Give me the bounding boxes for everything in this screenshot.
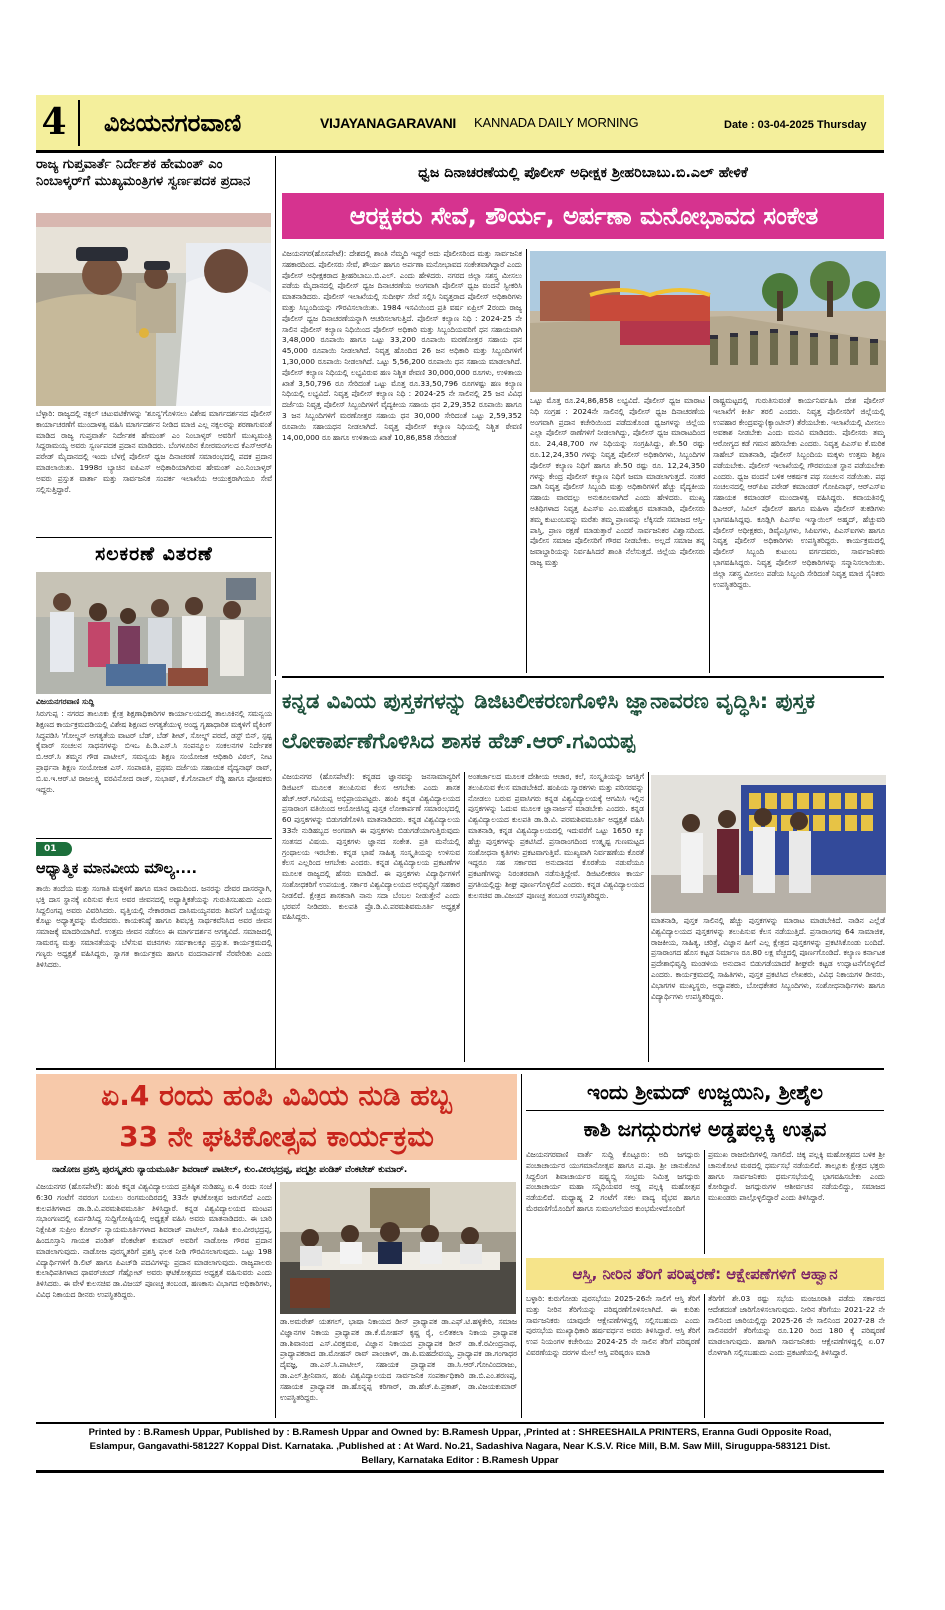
- page-number-divider: [78, 100, 80, 146]
- parade-illustration: [530, 251, 886, 392]
- column-rule: [648, 772, 649, 1062]
- headline-rule: [526, 1110, 884, 1111]
- body-tax-col1: ಬಳ್ಳಾರಿ: ಕುರುಗೋಡು ಪುರಸಭೆಯು 2025-26ನೇ ಸಾಲಿಗೆ ಆಸ್ತಿ ತೆರಿಗೆ ಮತ್ತು ನೀರಿನ ತೆರಿಗೆಯನ್ನು ಪರಿಷ್ಕರಣೆಗೊಳಿಸಲಾಗಿದೆ. ಈ ಕುರಿತು ಸಾರ್ವಜನಿಕರು ಯಾವುದೇ ಆಕ್ಷೇಪಣೆಗಳಿದ್ದಲ್ಲಿ ಸಲ್ಲಿಸಬಹುದು ಎಂದು ಪುರಸಭೆಯ ಮುಖ್ಯಾಧಿಕಾರಿ ಹರ್ಷವರ್ಧನ ಅವರು ತಿಳಿಸಿದ್ದಾರೆ. ಆಸ್ತಿ ತೆರಿಗೆ ಉಪ ನಿಯಂಗಳ ಕಚೇರಿಯು 2024-25 ನೇ ಸಾಲಿನ ತೆರಿಗೆ ಪರಿಷ್ಕರಣೆ ವಿವರಣೆಯನ್ನು ದರಗಳ ಮೇಲೆ ಆಸ್ತಿ ಪರಿಷ್ಕರಣ ಮಾಡಿ: [526, 1294, 700, 1357]
- body-police-col3: ರಾಷ್ಟ್ರಮಟ್ಟದಲ್ಲಿ ಗುರುತಿಸುವಂತೆ ಕಾರ್ಯನಿರ್ವಹಿಸಿ ದೇಶ ಪೊಲೀಸ್ ಇಲಾಖೆಗೆ ಕೀರ್ತಿ ತರಲಿ ಎಂದರು. ನಿವೃತ್ತ ಪೊಲೀಸರಿಗೆ ಜಿಲ್ಲೆಯಲ್ಲಿ ಉಪಹಾರ ಕೇಂದ್ರವನ್ನು(ಕ್ಯಾಂಟೀನ್) ತೆರೆಯಬೇಕು. ಇಲಾಖೆಯಲ್ಲಿ ಮೀಸಲು ಅವಕಾಶ ನೀಡಬೇಕು ಎಂದು ಮನವಿ ಮಾಡಿದರು. ಪೊಲೀಸರು ತಮ್ಮ ಆರೋಗ್ಯದ ಕಡೆ ಗಮನ ಹರಿಸಬೇಕು ಎಂದರು. ನಿವೃತ್ತ ಪಿಎಸ್‌ಐ ಕೆ.ಮರಿಕ ಸಾಹೇಬ್ ಮಾತನಾಡಿ, ಪೊಲೀಸ್ ಸಿಬ್ಬಂದಿಯ ಮಕ್ಕಳು ಉತ್ತಮ ಶಿಕ್ಷಣ ಪಡೆಯಬೇಕು. ಪೊಲೀಸ್ ಇಲಾಖೆಯಲ್ಲಿ ಗೌರವಯುತ ಸ್ಥಾನ ಪಡೆಯಬೇಕು ಎಂದರು. ಧ್ವಜ ವಂದನೆ ಬಳಿಕ ಆಕರ್ಷಕ ಪಥ ಸಂಚಲನ ನಡೆಯಿತು. ಪಥ ಸಂಚಲನದಲ್ಲಿ ಆರ್‌ಪಿಐ ಪರೇಡ್ ಕಮಾಂಡರ್ ಗೋಪಿನಾಥ್, ಆರ್‌ಎಸ್‌ಐ ಸಹಾಯಕ ಕಮಾಂಡರ್ ಮುಂದಾಳತ್ವ ವಹಿಸಿದ್ದರು. ಕವಾಯತಿನಲ್ಲಿ ಡಿಎಆರ್, ಸಿವಿಲ್ ಪೊಲೀಸ್ ಹಾಗೂ ಮಹಿಳಾ ಪೊಲೀಸ್ ತುಕಡಿಗಳು ಭಾಗವಹಿಸಿದ್ದವು. ಕೂಡ್ಲಿಗಿ ಪಿಎಸ್‌ಐ ಇಸ್ಮಾಯಿಲ್ ಅಹ್ಮದ್, ಹೆಚ್ಚುವರಿ ಪೊಲೀಸ್ ಅಧೀಕ್ಷಕರು, ಡಿವೈಎಸ್ಪಿಗಳು, ಸಿಪಿಐಗಳು, ಪಿಎಸ್‌ಐಗಳು ಹಾಗೂ ನಿವೃತ್ತ ಪೊಲೀಸ್ ಅಧಿಕಾರಿಗಳು ಉಪಸ್ಥಿತರಿದ್ದರು. ಕಾರ್ಯಕ್ರಮದಲ್ಲಿ ಪೊಲೀಸ್ ಸಿಬ್ಬಂದಿ ಕುಟುಂಬ ವರ್ಗದವರು, ಸಾರ್ವಜನಿಕರು ಭಾಗವಹಿಸಿದ್ದರು. ನಿವೃತ್ತ ಪೊಲೀಸ್ ಅಧಿಕಾರಿಗಳನ್ನು ಸನ್ಮಾನಿಸಲಾಯಿತು. ಜಿಲ್ಲಾ ಸಶಸ್ತ್ರ ಮೀಸಲು ಪಡೆಯ ಸಿಬ್ಬಂದಿ ಸೇರಿದಂತೆ ನಿವೃತ್ತ ಮಾಜಿ ಸೈನಿಕರು ಉಪಸ್ಥಿತರಿದ್ದರು.: [713, 396, 885, 589]
- imprint-line-2: Eslampur, Gangavathi-581227 Koppal Dist. Karnataka. ,Published at : At Ward. No.21, Sadashiva Nagara, Near K.S.V. Rice Mill, B.M. Saw Mill, Siruguppa-583121 Dist.: [89, 1441, 831, 1452]
- imprint-line-3: Bellary, Karnataka Editor : B.Ramesh Uppar: [361, 1455, 559, 1466]
- column-rule: [521, 1074, 522, 1418]
- kicker-police: ಧ್ವಜ ದಿನಾಚರಣೆಯಲ್ಲಿ ಪೊಲೀಸ್ ಅಧೀಕ್ಷಕ ಶ್ರೀಹರಿಬಾಬು.ಬಿ.ಎಲ್ ಹೇಳಿಕೆ: [418, 165, 748, 181]
- issue-date: Date : 03-04-2025 Thursday: [724, 119, 867, 131]
- headline-tax: ಆಸ್ತಿ, ನೀರಿನ ತೆರಿಗೆ ಪರಿಷ್ಕರಣೆ: ಆಕ್ಷೇಪಣೆಗಳಿಗೆ ಆಹ್ವಾನ: [572, 1265, 838, 1283]
- masthead-tagline: KANNADA DAILY MORNING: [474, 115, 639, 130]
- photo-press-meet: [280, 1182, 516, 1314]
- body-equipment: ಸಿರುಗುಪ್ಪ : ನಗರದ ತಾಲೂಕು ಕ್ಷೇತ್ರ ಶಿಕ್ಷಣಾಧಿಕಾರಿಗಳ ಕಾರ್ಯಾಲಯದಲ್ಲಿ ತಾಲೂಕಿನಲ್ಲಿ ಸಮನ್ವಯ ಶಿಕ್ಷಣದ ಕಾರ್ಯಕ್ರಮದಡಿಯಲ್ಲಿ ವಿಶೇಷ ಶಿಕ್ಷಣದ ಅಗತ್ಯತೆಯುಳ್ಳ ಅಂಧ್ಯ ಗೃಹಾಧಾರಿತ ಮಕ್ಕಳಿಗೆ ವೈಕಿಂಗ್ ಸಿದ್ಧಪಡಿಸಿ 'ಗೋಲ್ಡನ್ ಅಗತ್ಯತೆಯ ವಾಟರ್ ಬೆಡ್, ಬೆಡ್ ಶೀಟ್, ಸೋಲ್ಡ್ ಪರದೆ, ಡಸ್ಟ್ ಬಿನ್, ಸ್ಪಷ್ಟ ಕೈವಾರ್ ಸಂಚಲನ ಸಾಧನಗಳನ್ನು ಬಿಇಒ ಪಿ.ಡಿ.ಎಸ್.ಸಿ ಸಂಪನ್ಮೂಲ ಸಂಕಲನಗಳ ನಿರ್ದೇಶಕ ಬಿ.ಆರ್.ಸಿ ತಮ್ಮನ ಗೌಡ ಪಾಟೀಲ್, ಸಮನ್ವಯ ಶಿಕ್ಷಣ ಸಂಯೋಜಕ ಆಧಿಕಾರಿ ವಿಠಲ್, ನೀಟ ಪ್ರಾರ್ಥನಾ ಶಿಕ್ಷಣ ಸಂಯೋಜಕ ಎಸ್. ಸಂಪಾವತಿ, ಪ್ರಥಮ ದರ್ಜೆಯ ಸಹಾಯಕ ವೈದ್ಯನಾಥ್ ರಾವ್, ಬಿ.ಐ.ಇ.ಆರ್.ಟಿ ರಾಜಲಕ್ಷ್ಮಿ ವರವಿನೋದ ರಾಜ್, ಸುಭಾಷ್, ಕೆ.ಗೋಪಾಲ್ ರೆಡ್ಡಿ ಹಾಗೂ ಪೋಷಕರು ಇದ್ದರು.: [36, 709, 272, 794]
- body-library-col3: ಮಾತನಾಡಿ, ಪುಸ್ತಕ ಸಾಲಿನಲ್ಲಿ ಹೆಚ್ಚು ಪುಸ್ತಕಗಳನ್ನು ಮಾರಾಟ ಮಾಡಬೇಕಿದೆ. ನಾಡಿನ ಎಲ್ಲೆಡೆ ವಿಶ್ವವಿದ್ಯಾಲಯದ ಪುಸ್ತಕಗಳನ್ನು ತಲುಪಿಸುವ ಕೆಲಸ ನಡೆಯುತ್ತಿದೆ. ಪ್ರಸಾರಾಂಗವು 64 ಸಾಮಾಜಿಕ, ರಾಜಕೀಯ, ಸಾಹಿತ್ಯ, ಚರಿತ್ರೆ, ವಿಜ್ಞಾನ ಹೀಗೆ ಎಲ್ಲ ಕ್ಷೇತ್ರದ ಪುಸ್ತಕಗಳನ್ನು ಪ್ರಕಟಿಸಿಕೊಂಡು ಬಂದಿದೆ. ಪ್ರಸಾರಾಂಗದ ಹೊಸ ಕಟ್ಟಡ ನಿರ್ಮಾಣ ರೂ.80 ಲಕ್ಷ ವೆಚ್ಚದಲ್ಲಿ ಪೂರ್ಣಗೊಂಡಿದೆ. ಕಲ್ಯಾಣ ಕರ್ನಾಟಕ ಪ್ರದೇಶಾಭಿವೃದ್ಧಿ ಮಂಡಳಿಯ ಅನುದಾನ ಬಿಡುಗಡೆಯಾದರೆ ಶೀಘ್ರವೇ ಕಟ್ಟಡ ಉದ್ಘಾಟನೆಗೊಳ್ಳಲಿದೆ ಎಂದರು. ಕಾರ್ಯಕ್ರಮದಲ್ಲಿ ಸಾಹಿತಿಗಳು, ಪುಸ್ತಕ ಪ್ರಕಟಿಸಿದ ಲೇಖಕರು, ವಿವಿಧ ನಿಕಾಯಗಳ ಡೀನರು, ವಿಭಾಗಗಳ ಮುಖ್ಯಸ್ಥರು, ಅಧ್ಯಾಪಕರು, ಬೋಧಕೇತರ ಸಿಬ್ಬಂದಿಗಳು, ಸಂಶೋಧನಾರ್ಥಿಗಳು ಹಾಗೂ ವಿದ್ಯಾರ್ಥಿಗಳು ಉಪಸ್ಥಿತರಿದ್ದರು.: [651, 916, 885, 1001]
- body-library-col2: ಅಂತರ್ಜಾಲದ ಮೂಲಕ ದೇಶೀಯ ಆಚಾರ, ಕಲೆ, ಸಂಸ್ಕೃತಿಯನ್ನು ಜಗತ್ತಿಗೆ ತಲುಪಿಸುವ ಕೆಲಸ ಮಾಡಬೇಕಿದೆ. ಹಂಪಿಯ ಸ್ಮಾರಕಗಳು ಮತ್ತು ಪರಿಸರವನ್ನು ನೋಡಲು ಬರುವ ಪ್ರವಾಸಿಗರು ಕನ್ನಡ ವಿಶ್ವವಿದ್ಯಾಲಯಕ್ಕೆ ಆಗಮಿಸಿ ಇಲ್ಲಿನ ಪುಸ್ತಕಗಳನ್ನು ಓದುವ ಮೂಲಕ ಜ್ಞಾನಾರ್ಜನೆ ಮಾಡಬೇಕು ಎಂದರು. ಕನ್ನಡ ವಿಶ್ವವಿದ್ಯಾಲಯದ ಕುಲಪತಿ ಡಾ.ಡಿ.ವಿ. ಪರಮಶಿವಮೂರ್ತಿ ಅಧ್ಯಕ್ಷತೆ ವಹಿಸಿ ಮಾತನಾಡಿ, ಕನ್ನಡ ವಿಶ್ವವಿದ್ಯಾಲಯದಲ್ಲಿ ಇದುವರೆಗೆ ಒಟ್ಟು 1650 ಕ್ಕೂ ಹೆಚ್ಚು ಪುಸ್ತಕಗಳನ್ನು ಪ್ರಕಟಿಸಿದೆ. ಪ್ರಸಾರಾಂಗದಿಂದ ಉತ್ಕೃಷ್ಟ ಗುಣಮಟ್ಟದ ಸಂಶೋಧನಾ ಕೃತಿಗಳು ಪ್ರಕಟವಾಗುತ್ತಿವೆ. ಮುಖ್ಯವಾಗಿ ನಿರ್ವಹಣೆಯ ಕೊರತೆ ಇದ್ದರೂ ಸಹ ಸರ್ಕಾರದ ಅನುದಾನದ ಕೊರತೆಯ ನಡುವೆಯೂ ಪ್ರಕಟಣೆಗಳನ್ನು ನಿರಂತರವಾಗಿ ನಡೆಸುತ್ತಿದ್ದೇವೆ. ಡಿಜಿಟಲೀಕರಣ ಕಾರ್ಯ ಪ್ರಗತಿಯಲ್ಲಿದ್ದು ಶೀಘ್ರ ಪೂರ್ಣಗೊಳ್ಳಲಿದೆ ಎಂದರು. ಕನ್ನಡ ವಿಶ್ವವಿದ್ಯಾಲಯದ ಕುಲಸಚಿವ ಡಾ.ವಿಜಯ್ ಪೂಣಚ್ಚ ತಂಬಂಡ ಉಪಸ್ಥಿತರಿದ್ದರು.: [468, 772, 644, 900]
- footer-rule: [36, 1422, 884, 1424]
- headline-pallaki-line1: ಇಂದು ಶ್ರೀಮದ್ ಉಜ್ಜಯಿನಿ, ಶ್ರೀಶೈಲ: [587, 1080, 823, 1104]
- body-police-col1: ವಿಜಯನಗರ(ಹೊಸಪೇಟೆ): ದೇಶದಲ್ಲಿ ಶಾಂತಿ ನೆಮ್ಮದಿ ಇದ್ದರೆ ಅದು ಪೊಲೀಸರಿಂದ ಮತ್ತು ಸಾರ್ವಜನಿಕ ಸಹಕಾರದಿಂದ. ಪೊಲೀಸರು ಸೇವೆ, ಶೌರ್ಯ ಹಾಗೂ ಅರ್ಪಣಾ ಮನೋಭಾವದ ಸಂಕೇತವಾಗಿದ್ದಾರೆ ಎಂದು ಪೊಲೀಸ್ ಅಧೀಕ್ಷಕರಾದ ಶ್ರೀಹರಿಬಾಬು.ಬಿ.ಎಲ್. ಎಂದು ಹೇಳಿದರು. ನಗರದ ಜಿಲ್ಲಾ ಸಶಸ್ತ್ರ ಮೀಸಲು ಪಡೆಯ ಮೈದಾನದಲ್ಲಿ ಪೊಲೀಸ್ ಧ್ವಜ ದಿನಾಚರಣೆಯ ಅಂಗವಾಗಿ ಪೊಲೀಸ್ ಧ್ವಜ ವಂದನೆ ಸ್ವೀಕರಿಸಿ ಮಾತನಾಡಿದರು. ಪೊಲೀಸ್ ಇಲಾಖೆಯಲ್ಲಿ ಸುದೀರ್ಘ ಸೇವೆ ಸಲ್ಲಿಸಿ ನಿವೃತ್ತರಾದ ಪೊಲೀಸ್ ಅಧಿಕಾರಿಗಳು ಮತ್ತು ಸಿಬ್ಬಂದಿಯನ್ನು ಗೌರವಿಸಲಾಯಿತು. 1984 ಇಸವಿಯಿಂದ ಪ್ರತಿ ವರ್ಷ ಏಪ್ರಿಲ್ 2ರಂದು ರಾಜ್ಯ ಪೊಲೀಸ್ ಧ್ವಜ ದಿನಾಚರಣೆಯನ್ನಾಗಿ ಆಚರಿಸಲಾಗುತ್ತಿದೆ. ಪೊಲೀಸ್ ಕಲ್ಯಾಣ ನಿಧಿ : 2024-25 ನೇ ಸಾಲಿನ ಪೊಲೀಸ್ ಕಲ್ಯಾಣ ನಿಧಿಯಿಂದ ಪೊಲೀಸ್ ಅಧಿಕಾರಿ ಮತ್ತು ಸಿಬ್ಬಂದಿಯವರಿಗೆ ಧನ ಸಹಾಯವಾಗಿ 3,48,000 ರೂಪಾಯಿ ಹಾಗೂ ಒಟ್ಟು 33,200 ರೂಪಾಯಿ ಮರಣೋತ್ತರ ಸಹಾಯ ಧನ 45,000 ರೂಪಾಯಿ ನೀಡಲಾಗಿದೆ. ನಿವೃತ್ತ ಹೊಂದಿದ 26 ಜನ ಅಧಿಕಾರಿ ಮತ್ತು ಸಿಬ್ಬಂದಿಗಳಿಗೆ 1,30,000 ರೂಪಾಯಿ ನೀಡಲಾಗಿದೆ. ಒಟ್ಟು 5,56,200 ರೂಪಾಯಿ ಧನ ಸಹಾಯ ಮಾಡಲಾಗಿದೆ. ಪೊಲೀಸ್ ಕಲ್ಯಾಣ ನಿಧಿಯಲ್ಲಿ ಲಭ್ಯವಿರುವ ಹಣ ನಿಶ್ಚಿತ ಠೇವಣಿ 30,000,000 ರೂಗಳು, ಉಳಿತಾಯ ಖಾತೆ 3,50,796 ರೂ ಸೇರಿದಂತೆ ಒಟ್ಟು ಮೊತ್ತ ರೂ.33,50,796 ರೂಗಳಷ್ಟು ಹಣ ಕಲ್ಯಾಣ ನಿಧಿಯಲ್ಲಿ ಲಭ್ಯವಿದೆ. ನಿವೃತ್ತ ಪೊಲೀಸ್ ಕಲ್ಯಾಣ ನಿಧಿ : 2024-25 ನೇ ಸಾಲಿನಲ್ಲಿ 25 ಜನ ವಿವಿಧ ದರ್ಜೆಯ ನಿವೃತ್ತ ಪೊಲೀಸ್ ಸಿಬ್ಬಂದಿಗಳಿಗೆ ವೈದ್ಯಕೀಯ ಸಹಾಯ ಧನ 2,29,352 ರೂಪಾಯಿ ಹಾಗೂ 3 ಜನ ಸಿಬ್ಬಂದಿಗಳಿಗೆ ಮರಣೋತ್ತರ ಸಹಾಯ ಧನ 30,000 ಸೇರಿದಂತೆ ಒಟ್ಟು 2,59,352 ರೂಪಾಯಿ ಸಹಾಯಧನ ನೀಡಲಾಗಿದೆ. ನಿವೃತ್ತ ಪೊಲೀಸ್ ಕಲ್ಯಾಣ ನಿಧಿಯಲ್ಲಿ ನಿಶ್ಚಿತ ಠೇವಣಿ 14,00,000 ರೂ ಹಾಗೂ ಉಳಿತಾಯ ಖಾತೆ 10,86,858 ಸೇರಿದಂತೆ: [282, 249, 522, 442]
- headline-hampi-line1: ಏ.4 ರಂದು ಹಂಪಿ ವಿವಿಯ ನುಡಿ ಹಬ್ಬ: [101, 1079, 452, 1112]
- body-nimbalkar: ಬೆಳ್ಳಾರಿ: ರಾಜ್ಯದಲ್ಲಿ ನಕ್ಸಲ್ ಚಟುವಟಿಕೆಗಳನ್ನು 'ಶೂನ್ಯ'ಗೊಳಿಸಲು ವಿಶೇಷ ಮಾರ್ಗದರ್ಶನದ ಪೊಲೀಸ್ ಕಾರ್ಯಾಚರಣೆಗೆ ಮುಂದಾಳತ್ವ ವಹಿಸಿ ಮಾರ್ಗದರ್ಶನ ನೀಡಿದ ಮಾಜಿ ಎಲ್ಲ ನಕ್ಸಲರನ್ನು ಶರಣಾಗುವಂತೆ ಮಾಡಿದ ರಾಜ್ಯ ಗುಪ್ತವಾರ್ತೆ ನಿರ್ದೇಶಕ ಹೇಮಂತ್ ಎಂ ನಿಂಬಾಳ್ಕರ್ ಅವರಿಗೆ ಮುಖ್ಯಮಂತ್ರಿ ಸಿದ್ದರಾಮಯ್ಯ ಅವರು ಸ್ವರ್ಣಪದಕ ಪ್ರದಾನ ಮಾಡಿದರು. ಬೆಂಗಳೂರಿನ ಕೋರಮಂಗಲದ ಕೆಎಸ್ಆರ್‌ಪಿ ಪರೇಡ್ ಮೈದಾನದಲ್ಲಿ ಇಂದು ಬೆಳಗ್ಗೆ ಪೊಲೀಸ್ ಧ್ವಜ ದಿನಾಚರಣೆ ಸಮಾರಂಭದಲ್ಲಿ ಪದಕ ಪ್ರದಾನ ಮಾಡಲಾಯಿತು. 1998ರ ಬ್ಯಾಚಿನ ಐಪಿಎಸ್ ಅಧಿಕಾರಿಯಾಗಿರುವ ಹೇಮಂತ್ ಎಂ.ನಿಂಬಾಳ್ಕರ್ ಅವರು ಪ್ರಸ್ತುತ ವಾರ್ತಾ ಮತ್ತು ಸಾರ್ವಜನಿಕ ಸಂಪರ್ಕ ಇಲಾಖೆಯ ಆಯುಕ್ತರಾಗಿಯೂ ಸೇವೆ ಸಲ್ಲಿಸುತ್ತಿದ್ದಾರೆ.: [36, 409, 272, 494]
- masthead-title-kannada: ವಿಜಯನಗರವಾಣಿ: [104, 109, 242, 137]
- credit-equipment: ವಿಜಯನಗರವಾಣಿ ಸುದ್ದಿ: [36, 697, 95, 706]
- medal-ceremony-illustration: [36, 213, 271, 406]
- page-number: 4: [41, 101, 67, 143]
- photo-police-parade: [530, 251, 886, 392]
- photo-book-release: [651, 775, 886, 913]
- imprint-line-1: Printed by : B.Ramesh Uppar, Published by : B.Ramesh Uppar and Owned by: B.Ramesh Uppar, ,Printed at : SHREESHAILA PRINTERS, Eranna Gudi Opposite Road,: [88, 1427, 832, 1438]
- column-rule: [275, 1182, 276, 1418]
- body-hampi-col2: ಡಾ.ಅಮರೇಶ್ ಯತಗಲ್, ಭಾಷಾ ನಿಕಾಯದ ಡೀನ್ ಪ್ರಾಧ್ಯಾಪಕ ಡಾ.ಎಫ್.ಟಿ.ಹಳ್ಳಿಕೇರಿ, ಸಮಾಜ ವಿಜ್ಞಾನಗಳ ನಿಕಾಯ ಪ್ರಾಧ್ಯಾಪಕ ಡಾ.ಕೆ.ಮೋಹನ್ ಕೃಷ್ಣ ರೈ, ಲಲಿತಕಲಾ ನಿಕಾಯ ಪ್ರಾಧ್ಯಾಪಕ ಡಾ.ಶಿವಾನಂದ ಎಸ್.ವಿರಕ್ತಮಠ, ವಿಜ್ಞಾನ ನಿಕಾಯದ ಪ್ರಾಧ್ಯಾಪಕ ಡೀನ್ ಡಾ.ಕೆ.ರವೀಂದ್ರನಾಥ, ಪ್ರಾಧ್ಯಾಪಕರಾದ ಡಾ.ಮೋಹನ್ ರಾವ್ ಪಾಂಚಾಳ್, ಡಾ.ಪಿ.ಮಹದೇವಯ್ಯ, ಪ್ರಾಧ್ಯಾಪಕ ಡಾ.ಗಂಗಾಧರ ದೈವಜ್ಞ, ಡಾ.ಎಸ್.ಸಿ.ಪಾಟೀಲ್, ಸಹಾಯಕ ಪ್ರಾಧ್ಯಾಪಕ ಡಾ.ಸಿ.ಆರ್.ಗೋವಿಂದರಾಜು, ಡಾ.ಎಲ್.ಶ್ರೀನಿವಾಸ, ಹಂಪಿ ವಿಶ್ವವಿದ್ಯಾಲಯದ ಸಾರ್ವಜನಿಕ ಸಂಪರ್ಕಾಧಿಕಾರಿ ಡಾ.ಬಿ.ಎಂ.ಶರಣಪ್ಪ, ಸಹಾಯಕ ಪ್ರಾಧ್ಯಾಪಕ ಡಾ.ಹೊನ್ನಪ್ಪ ಕರಿಗಾರ್, ಡಾ.ಹೆಚ್.ಪಿ.ಪ್ರಕಾಶ್, ಡಾ.ವಿಜಯಕುಮಾರ್ ಉಪಸ್ಥಿತರಿದ್ದರು.: [280, 1317, 517, 1402]
- headline-hampi-line2: 33 ನೇ ಘಟಿಕೋತ್ಸವ ಕಾರ್ಯಕ್ರಮ: [119, 1120, 434, 1153]
- column-rule: [275, 680, 276, 1070]
- column-rule: [704, 1294, 705, 1418]
- body-pallaki-col1: ವಿಜಯನಗರವಾಣಿ ವಾರ್ತೆ ಸುದ್ದಿ ಕೊಟ್ಟೂರು: ಅದಿ ಜಗದ್ಗುರು ಪಂಚಾಚಾರ್ಯರ ಯುಗಮಾನೋತ್ಸವ ಹಾಗೂ ಪ.ಪೂ. ಶ್ರೀ ಚಾನುಕೋಟಿ ಸಿದ್ದಲಿಂಗ ಶಿವಾಚಾರ್ಯರ ಷಷ್ಟ್ಯಬ್ದಿ ಸಂಭ್ರಮ ನಿಮಿತ್ತ ಜಗದ್ಗುರು ಪಂಚಾಚಾರ್ಯ ಮಹಾ ಸನ್ನಿಧಿಯವರ ಅಡ್ಡ ಪಲ್ಲಕ್ಕಿ ಮಹೋತ್ಸವ ನಡೆಯಲಿದೆ. ಮಧ್ಯಾಹ್ನ 2 ಗಂಟೆಗೆ ಸಕಲ ವಾದ್ಯ ವೈಭವ ಹಾಗೂ ಮೆರವಣಿಗೆಯೊಂದಿಗೆ ಹಾಗೂ ಸುಮಂಗಲೆಯರ ಕುಂಭಮೇಳದೊಂದಿಗೆ: [526, 1150, 700, 1213]
- headline-equipment: ಸಲಕರಣೆ ವಿತರಣೆ: [95, 543, 213, 565]
- body-pallaki-col2: ಪ್ರಮುಖ ರಾಜಬೀದಿಗಳಲ್ಲಿ ಸಾಗಲಿದೆ. ಚಿಕ್ಕ ಪಲ್ಲಕ್ಕಿ ಮಹೋತ್ಸವದ ಬಳಿಕ ಶ್ರೀ ಚಾನುಕೋಟಿ ಮಠದಲ್ಲಿ ಧರ್ಮಸಭೆ ನಡೆಯಲಿದೆ. ತಾಲ್ಲೂಕು ಕ್ಷೇತ್ರದ ಭಕ್ತರು ಹಾಗೂ ಸಾರ್ವಜನಿಕರು ಧರ್ಮಸಭೆಯಲ್ಲಿ ಭಾಗವಹಿಸಬೇಕು ಎಂದು ಕೋರಿದ್ದಾರೆ. ಜಗದ್ಗುರುಗಳ ಆಶೀರ್ವಚನ ನಡೆಯಲಿದ್ದು, ಸಮಾಜದ ಮುಖಂಡರು ಪಾಲ್ಗೊಳ್ಳಲಿದ್ದಾರೆ ಎಂದು ತಿಳಿಸಿದ್ದಾರೆ.: [708, 1150, 885, 1203]
- section-rule: [36, 1068, 884, 1070]
- section-rule: [36, 838, 272, 839]
- column-rule: [709, 396, 710, 673]
- continued-badge-number: 01: [44, 844, 57, 854]
- photo-medal-ceremony: [36, 213, 271, 406]
- body-police-col2: ಒಟ್ಟು ಮೊತ್ತ ರೂ.24,86,858 ಲಭ್ಯವಿದೆ. ಪೊಲೀಸ್ ಧ್ವಜ ಮಾರಾಟ ನಿಧಿ ಸಂಗ್ರಹ : 2024ನೇ ಸಾಲಿನಲ್ಲಿ ಪೊಲೀಸ್ ಧ್ವಜ ದಿನಾಚರಣೆಯ ಅಂಗವಾಗಿ ಪ್ರದಾನ ಕಚೇರಿಯಿಂದ ಪಡೆದುಕೊಂಡ ಧ್ವಜಗಳನ್ನು ಜಿಲ್ಲೆಯ ಎಲ್ಲಾ ಪೊಲೀಸ್ ಠಾಣೆಗಳಿಗೆ ನೀಡಲಾಗಿದ್ದು, ಪೊಲೀಸ್ ಧ್ವಜ ಮಾರಾಟದಿಂದ ರೂ. 24,48,700 ಗಳ ನಿಧಿಯನ್ನು ಸಂಗ್ರಹಿಸಿದ್ದು, ಶೇ.50 ರಷ್ಟು ರೂ.12,24,350 ಗಳನ್ನು ನಿವೃತ್ತ ಪೊಲೀಸ್ ಅಧಿಕಾರಿಗಳು, ಸಿಬ್ಬಂದಿಗಳ ಪೊಲೀಸ್ ಕಲ್ಯಾಣ ನಿಧಿಗೆ ಹಾಗೂ ಶೇ.50 ರಷ್ಟು ರೂ. 12,24,350 ಗಳನ್ನು ಕೇಂದ್ರ ಪೊಲೀಸ್ ಕಲ್ಯಾಣ ನಿಧಿಗೆ ಜಮಾ ಮಾಡಲಾಗುತ್ತದೆ. ನಂತರ ದಾಗಿ ನಿವೃತ್ತ ಪೊಲೀಸ್ ಸಿಬ್ಬಂದಿ ಮತ್ತು ಅಧಿಕಾರಿಗಳಿಗೆ ಹೆಚ್ಚು ವೈದ್ಯಕೀಯ ಸಹಾಯ ವಾರದಲ್ಲು ಅನುಕೂಲವಾಗಿದೆ ಎಂದು ಹೇಳಿದರು. ಮುಖ್ಯ ಅತಿಥಿಗಳಾದ ನಿವೃತ್ತ ಪಿಎಸ್‌ಐ ಎಂ.ಮಹೇಶ್ವರ ಮಾತನಾಡಿ, ಪೊಲೀಸರು ತಮ್ಮ ಕುಟುಂಬವನ್ನು ಮರೆತು ತಮ್ಮ ಪ್ರಾಣವನ್ನು ಲೆಕ್ಕಿಸದೇ ಸಮಾಜದ ಆಸ್ತಿ-ಪಾಸ್ತಿ, ಪ್ರಾಣ ರಕ್ಷಣೆ ಮಾಡುತ್ತಾರೆ ಎಂದರೆ ಸಾರ್ವಜನಿಕರ ವಿಶ್ವಾಸದಿಂದ. ಪೊಲೀಸ ಸಮಾಜ ಪೊಲೀಸರಿಗೆ ಗೌರವ ನೀಡಬೇಕು. ಅಲ್ಲದೆ ಸಮಾಜ ತನ್ನ ಜವಾಬ್ದಾರಿಯನ್ನು ನಿರ್ವಹಿಸಿದರೆ ಶಾಂತಿ ನೆಲೆಸುತ್ತದೆ. ಜಿಲ್ಲೆಯ ಪೊಲೀಸರು ರಾಜ್ಯ ಮತ್ತು: [530, 396, 705, 567]
- press-meet-illustration: [280, 1182, 516, 1314]
- headline-library: ಕನ್ನಡ ವಿವಿಯ ಪುಸ್ತಕಗಳನ್ನು ಡಿಜಿಟಲೀಕರಣಗೊಳಿಸಿ ಜ್ಞಾನಾವರಣ ವೃದ್ಧಿಸಿ: ಪುಸ್ತಕ ಲೋಕಾರ್ಪಣೆಗೊಳಿಸಿದ ಶಾಸಕ ಹೆಚ್.ಆರ್.ಗವಿಯಪ್ಪ: [282, 689, 815, 753]
- masthead-title-english: VIJAYANAGARAVANI: [320, 115, 457, 131]
- column-rule: [704, 1150, 705, 1254]
- headline-nimbalkar: ರಾಜ್ಯ ಗುಪ್ತವಾರ್ತೆ ನಿರ್ದೇಶಕ ಹೇಮಂತ್ ಎಂ ನಿಂಬಾಳ್ಕರ್‌ಗೆ ಮುಖ್ಯಮಂತ್ರಿಗಳ ಸ್ವರ್ಣಪದಕ ಪ್ರದಾನ: [36, 157, 251, 189]
- headline-police: ಆರಕ್ಷಕರು ಸೇವೆ, ಶೌರ್ಯ, ಅರ್ಪಣಾ ಮನೋಭಾವದ ಸಂಕೇತ: [349, 202, 819, 230]
- column-rule: [275, 156, 276, 676]
- subhead-hampi: ನಾಡೋಜ ಪ್ರಶಸ್ತಿ ಪುರಸ್ಕೃತರು ನ್ಯಾಯಮೂರ್ತಿ ಶಿವರಾಜ್ ಪಾಟೀಲ್, ಕುಂ.ವೀರಭದ್ರಪ್ಪ, ಪದ್ಮಶ್ರೀ ಪಂಡಿತ್ ವೆಂಕಟೇಶ್ ಕುಮಾರ್.: [52, 1165, 408, 1175]
- distribution-illustration: [36, 572, 271, 694]
- body-library-col1: ವಿಜಯನಗರ (ಹೊಸಪೇಟೆ): ಕನ್ನಡದ ಜ್ಞಾನವನ್ನು ಜನಸಾಮಾನ್ಯರಿಗೆ ಡಿಜಿಟಲ್ ಮೂಲಕ ತಲುಪಿಸುವ ಕೆಲಸ ಆಗಬೇಕು ಎಂದು ಶಾಸಕ ಹೆಚ್.ಆರ್.ಗವಿಯಪ್ಪ ಅಭಿಪ್ರಾಯಪಟ್ಟರು. ಹಂಪಿ ಕನ್ನಡ ವಿಶ್ವವಿದ್ಯಾಲಯದ ಪ್ರಸಾರಾಂಗ ವತಿಯಿಂದ ಆಯೋಜಿಸಿದ್ದ ಪುಸ್ತಕ ಲೋಕಾರ್ಪಣೆ ಸಮಾರಂಭದಲ್ಲಿ 60 ಪುಸ್ತಕಗಳನ್ನು ಬಿಡುಗಡೆಗೊಳಿಸಿ ಮಾತನಾಡಿದರು. ಕನ್ನಡ ವಿಶ್ವವಿದ್ಯಾಲಯ 33ನೇ ನುಡಿಹಬ್ಬದ ಅಂಗವಾಗಿ ಈ ಪುಸ್ತಕಗಳು ಬಿಡುಗಡೆಯಾಗುತ್ತಿರುವುದು ಸಂತಸದ ವಿಷಯ. ಪುಸ್ತಕಗಳು ಜ್ಞಾನದ ಸಂಕೇತ. ಪ್ರತಿ ಮನೆಯಲ್ಲಿ ಗ್ರಂಥಾಲಯ ಇರಬೇಕು. ಕನ್ನಡ ಭಾಷೆ ಸಾಹಿತ್ಯ ಸಂಸ್ಕೃತಿಯನ್ನು ಉಳಿಸುವ ಕೆಲಸ ಎಲ್ಲರಿಂದ ಆಗಬೇಕು ಎಂದರು. ಕನ್ನಡ ವಿಶ್ವವಿದ್ಯಾಲಯ ಪ್ರಕಟಣೆಗಳ ಮೂಲಕ ರಾಜ್ಯದಲ್ಲಿ ಹೆಸರು ಮಾಡಿದೆ. ಈ ಪುಸ್ತಕಗಳು ವಿದ್ಯಾರ್ಥಿಗಳಿಗೆ ಸಂಶೋಧಕರಿಗೆ ಉಪಯುಕ್ತ. ಸರ್ಕಾರ ವಿಶ್ವವಿದ್ಯಾಲಯದ ಅಭಿವೃದ್ಧಿಗೆ ಸಹಕಾರ ನೀಡಲಿದೆ. ಕ್ಷೇತ್ರದ ಶಾಸಕನಾಗಿ ನಾನು ಸದಾ ಬೆಂಬಲ ನೀಡುತ್ತೇನೆ ಎಂದು ಭರವಸೆ ನೀಡಿದರು. ಕುಲಪತಿ ಪ್ರೊ.ಡಿ.ವಿ.ಪರಮಶಿವಮೂರ್ತಿ ಅಧ್ಯಕ್ಷತೆ ವಹಿಸಿದ್ದರು.: [282, 772, 460, 922]
- body-spiritual: ತಾಯಿ ತಂದೆಯ ಮತ್ತು ಸಂಗಾತಿ ಮಕ್ಕಳಿಗೆ ಹಾಗೂ ಮಾನ ರಾಮದಿಂದ. ಜನರನ್ನು ದೇವರ ದಾಸರನ್ನಾಗಿ, ಭಕ್ತಿ ದಾಸ ಸ್ಥಾನಕ್ಕೆ ಏರಿಸುವ ಕೆಲಸ ಅವರ ಜೀವನದಲ್ಲಿ ಅಧ್ಯಾತ್ಮಿಕತೆಯನ್ನು ಗುರುತಿಸಬಹುದು ಎಂದು ಸಿದ್ದಲಿಂಗಪ್ಪ ಅವರು ವಿವರಿಸಿದರು. ವೃತ್ತಿಯಲ್ಲಿ ನೇಕಾರರಾದ ದಾಸಿಮಯ್ಯನವರು ಶಿವನಿಗೆ ಬಟ್ಟೆಯನ್ನು ಕೊಟ್ಟು ಅಧ್ಯಾತ್ಮವನ್ನು ಮೆರೆದವರು. ಕಾಯಕನಿಷ್ಠೆ ಹಾಗೂ ಶಿವಭಕ್ತಿ ಸಾರ್ಥಕವೆನಿಸಿದ ಅವರ ಜೀವನ ಸಮಾಜಕ್ಕೆ ಮಾದರಿಯಾಗಿದೆ. ಉತ್ತಮ ಜೀವನ ನಡೆಸಲು ಈ ಮಾರ್ಗದರ್ಶನ ಅಗತ್ಯವಿದೆ. ಸಮಾಜದಲ್ಲಿ ಸಾಮರಸ್ಯ ಮತ್ತು ಸಮಾನತೆಯನ್ನು ಬೆಳೆಸುವ ವಚನಗಳು ಸರ್ವಕಾಲಕ್ಕೂ ಪ್ರಸ್ತುತ. ಕಾರ್ಯಕ್ರಮದಲ್ಲಿ ಗಣ್ಯರು ಅಧ್ಯಕ್ಷತೆ ವಹಿಸಿದ್ದರು, ಸ್ವಾಗತ ಕಾರ್ಯಕ್ರಮ ಹಾಗೂ ವಂದನಾರ್ಪಣೆ ನೆರವೇರಿತು ಎಂದು ತಿಳಿಸಿದರು.: [36, 884, 272, 969]
- headline-pallaki-line2: ಕಾಶಿ ಜಗದ್ಗುರುಗಳ ಅಡ್ಡಪಲ್ಲಕ್ಕಿ ಉತ್ಸವ: [583, 1117, 827, 1141]
- footer-bottom-rule: [36, 1470, 884, 1473]
- body-tax-col2: ತೆರಿಗೆಗೆ ಶೇ.03 ರಷ್ಟು ಸಭೆಯ ಮಂಜೂರಾತಿ ಪಡೆದು ಸರ್ಕಾರದ ಆದೇಶದಂತೆ ಜಾರಿಗೊಳಿಸಲಾಗುವುದು. ನೀರಿನ ತೆರಿಗೆಯು 2021-22 ನೇ ಸಾಲಿನಿಂದ ಜಾರಿಯಲ್ಲಿದ್ದು 2025-26 ನೇ ಸಾಲಿನಿಂದ 2027-28 ನೇ ಸಾಲಿನವರೆಗೆ ತೆರಿಗೆಯನ್ನು ರೂ.120 ರಿಂದ 180 ಕ್ಕೆ ಪರಿಷ್ಕರಣೆ ಮಾಡಲಾಗುವುದು. ಹಾಗಾಗಿ ಸಾರ್ವಜನಿಕರು ಆಕ್ಷೇಪಣೆಗಳಿದ್ದಲ್ಲಿ ಏ.07 ರೊಳಗಾಗಿ ಸಲ್ಲಿಸಬಹುದು ಎಂದು ಪ್ರಕಟಣೆಯಲ್ಲಿ ತಿಳಿಸಿದ್ದಾರೆ.: [708, 1294, 885, 1357]
- body-hampi-col1: ವಿಜಯನಗರ (ಹೊಸಪೇಟೆ): ಹಂಪಿ ಕನ್ನಡ ವಿಶ್ವವಿದ್ಯಾಲಯದ ಪ್ರತಿಷ್ಠಿತ ನುಡಿಹಬ್ಬ ಏ.4 ರಂದು ಸಂಜೆ 6:30 ಗಂಟೆಗೆ ನವರಂಗ ಬಯಲು ರಂಗಮಂದಿರದಲ್ಲಿ 33ನೇ ಘಟಿಕೋತ್ಸವ ಜರುಗಲಿದೆ ಎಂದು ಕುಲಪತಿಗಳಾದ ಡಾ.ಡಿ.ವಿ.ಪರಮಶಿವಮೂರ್ತಿ ತಿಳಿಸಿದ್ದಾರೆ. ಕನ್ನಡ ವಿಶ್ವವಿದ್ಯಾಲಯದ ಮಂಟಪ ಸಭಾಂಗಣದಲ್ಲಿ ಏರ್ಪಡಿಸಿದ್ದ ಸುದ್ದಿಗೋಷ್ಠಿಯಲ್ಲಿ ಅಧ್ಯಕ್ಷತೆ ವಹಿಸಿ ಅವರು ಮಾತನಾಡಿದರು. ಈ ಬಾರಿ ನಿಕ್ಷೇಪಿತ ಸುಪ್ರೀಂ ಕೋರ್ಟ್ ನ್ಯಾಯಮೂರ್ತಿಗಳಾದ ಶಿವರಾಜ್ ಪಾಟೀಲ್, ಸಾಹಿತಿ ಕುಂ.ವೀರಭದ್ರಪ್ಪ, ಹಿಂದೂಸ್ತಾನಿ ಗಾಯಕ ಪಂಡಿತ್ ವೆಂಕಟೇಶ್ ಕುಮಾರ್ ಅವರಿಗೆ ನಾಡೋಜ ಗೌರವ ಪ್ರದಾನ ಮಾಡಲಾಗುವುದು. ನಾಡೋಜ ಪುರಸ್ಕೃತರಿಗೆ ಪ್ರಶಸ್ತಿ ಫಲಕ ನೀಡಿ ಗೌರವಿಸಲಾಗುವುದು. ಒಟ್ಟು 198 ವಿದ್ಯಾರ್ಥಿಗಳಿಗೆ ಡಿ.ಲಿಟ್ ಹಾಗೂ ಪಿಎಚ್‌ಡಿ ಪದವಿಗಳನ್ನು ಪ್ರದಾನ ಮಾಡಲಾಗುವುದು. ರಾಜ್ಯಪಾಲರು ಕುಲಾಧಿಪತಿಗಳಾದ ಥಾವರ್‌ಚಂದ್ ಗೆಹ್ಲೋಟ್ ಅವರು ಘಟಿಕೋತ್ಸವದ ಅಧ್ಯಕ್ಷತೆ ವಹಿಸುವರು ಎಂದು ತಿಳಿಸಿದರು. ಈ ವೇಳೆ ಕುಲಸಚಿವ ಡಾ.ವಿಜಯ್ ಪೂಣಚ್ಚ ತಂಬಂಡ, ಹಣಕಾಸು ವಿಭಾಗದ ಅಧಿಕಾರಿಗಳು, ವಿವಿಧ ನಿಕಾಯದ ಡೀನರು ಉಪಸ್ಥಿತರಿದ್ದರು.: [36, 1182, 272, 1299]
- section-rule: [282, 676, 884, 678]
- headline-spiritual: ಆಧ್ಯಾತ್ಮಿಕ ಮಾನವೀಯ ಮೌಲ್ಯ....: [36, 861, 197, 877]
- section-rule: [36, 537, 272, 538]
- photo-equipment-distribution: [36, 572, 271, 694]
- book-release-illustration: [651, 775, 886, 913]
- column-rule: [526, 249, 527, 673]
- masthead-rule: [36, 150, 884, 153]
- column-rule: [464, 772, 465, 1062]
